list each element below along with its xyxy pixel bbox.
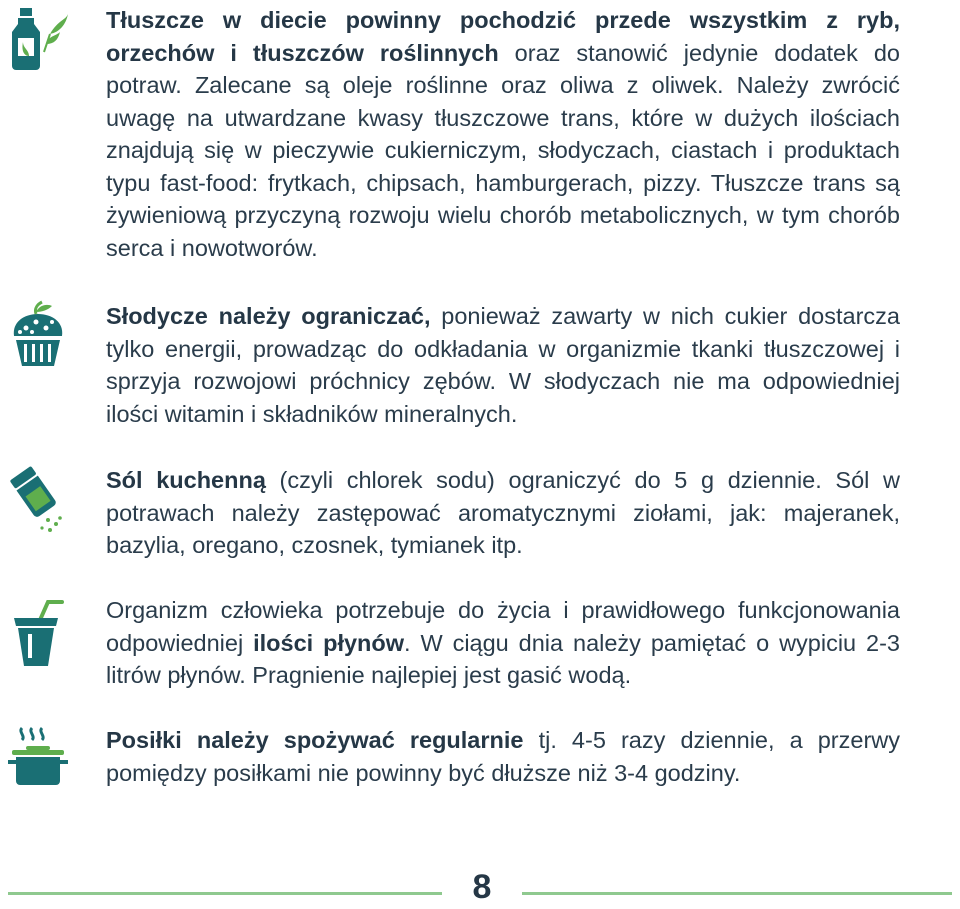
paragraph-pre: Organizm człowieka potrzebuje do życia i prawidłowego funkcjonowania odpowiedniej [106,597,900,656]
paragraph-sweets [106,300,900,430]
footer-rule-left [8,892,442,895]
muffin-icon [6,300,70,370]
paragraph-rest: . W ciągu dnia należy pamiętać o wypiciu 2-3 litrów płynów. Pragnienie najlepiej jest gasić wodą. [106,629,900,688]
steaming-pot-icon [6,724,70,794]
paragraph-rest: oraz stanowić jedynie dodatek do potraw. Zalecane są oleje roślinne oraz oliwa z oliwek. Należy zwrócić uwagę na utwardzane kwasy tłuszczowe trans, które w dużych ilościach znajdują się w pieczywie cukierniczym, słodyczach, ciastach i produktach typu fast-food: frytkach, chipsach, hamburgerach, pizzy. Tłuszcze trans są żywieniową przyczyną rozwoju wielu chorób metabolicznych, w tym chorób serca i nowotworów. [106,39,900,261]
paragraph-rest: tj. 4-5 razy dziennie, a przerwy pomiędzy posiłkami nie powinny być dłuższe niż 3-4 godziny. [106,727,900,786]
paragraph-bold: Posiłki należy spożywać regularnie [106,727,524,753]
paragraph-meals [106,724,900,789]
page-number: 8 [472,868,492,906]
cup-with-straw-icon [6,598,70,668]
paragraph-rest: (czyli chlorek sodu) ograniczyć do 5 g dziennie. Sól w potrawach należy zastępować aromatycznymi ziołami, jak: majeranek, bazylia, oregano, czosnek, tymianek itp. [106,467,900,558]
paragraph-bold: Tłuszcze w diecie powinny pochodzić przede wszystkim z ryb, orzechów i tłuszczów roślinnych [106,7,900,66]
paragraph-salt [106,464,900,562]
paragraph-bold: Sól kuchenną [106,467,266,493]
footer-rule-right [522,892,952,895]
paragraph-bold: Słodycze należy ograniczać, [106,303,431,329]
paragraph-bold: ilości płynów [253,629,405,656]
oil-bottle-icon [6,4,70,74]
paragraph-fluids [106,594,900,692]
salt-shaker-icon [6,464,70,534]
paragraph-fats [106,4,900,264]
paragraph-rest: ponieważ zawarty w nich cukier dostarcza tylko energii, prowadząc do odkładania w organizmie tkanki tłuszczowej i sprzyja rozwojowi próchnicy zębów. W słodyczach nie ma odpowiedniej ilości witamin i składników mineralnych. [106,303,900,427]
page-footer [0,866,960,906]
